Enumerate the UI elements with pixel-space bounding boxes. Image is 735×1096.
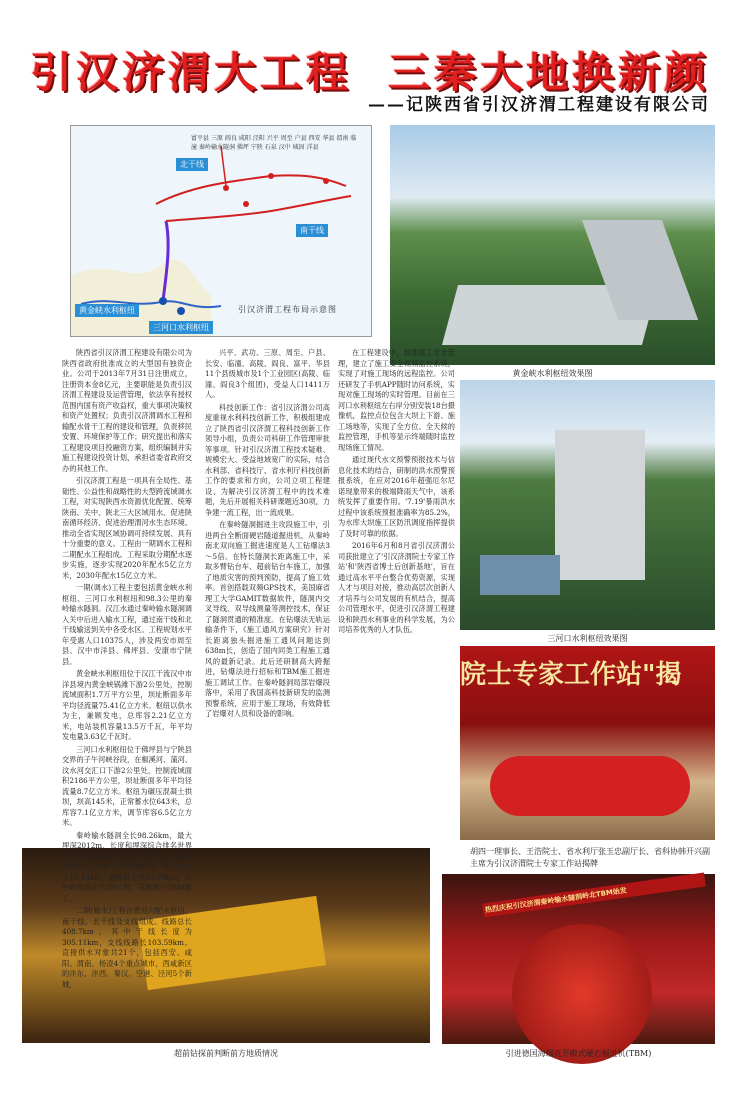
paragraph: 2016年6月和8月省引汉济渭公司获批建立了'引汉济渭院士专家工作站'和'陕西省博士后创新基地'，旨在通过高水平平台整合优势资源，实现人才与项目对接，推动高层次创新人才培养与公司发展的有机结合，提高公司管理水平，促进引汉济渭工程建设和陕西水利事业的科学发展，为公司培养优秀的人才队伍。: [338, 541, 455, 634]
huangjinxia-label: 黄金峡水利枢纽: [75, 304, 139, 317]
paragraph: 一期(调水)工程主要包括黄金峡水利枢纽、三河口水利枢纽和98.3公里的秦岭输水隧洞。汉江水通过秦岭输水隧洞调入关中后进入输水工程，通过南干线和北干线输送到关中各受水区。工程规划水平年受惠人口10375人，涉及两安市周至县、汉中市洋县、佛坪县、安康市宁陕县。: [62, 583, 192, 666]
paragraph: 科技创新工作：省引汉济渭公司高度重视水利科技创新工作，积极组建成立了陕西省引汉济渭工程科技创新工作领导小组，负责公司科研工作管理审批等事项。针对引汉济渭工程技术疑难、规模宏大、受益地域宽广的实际，结合水利部、省科技厅、省水利厅科技创新工作的要求和方向，公司立项工程建设、为解决引汉济渭工程中的技术难题，先后开展相关科研课题近30项，力争建一流工程，出一流成果。: [205, 402, 330, 517]
place: 秦岭输水隧洞: [198, 144, 235, 151]
place: 户县: [294, 135, 307, 142]
ceremony-caption: 胡四一理事长、王浩院士、省水利厅张玉忠副厅长、省科协韩开兴副主席为引汉济渭院士专家工作站揭牌: [470, 847, 710, 868]
article-column-2: [205, 348, 330, 840]
place: 三原: [210, 135, 223, 142]
paragraph: 三河口水利枢纽位于佛坪县与宁陕县交界的子午河峡谷段，在椒溪河、蒲河、汶水河交汇口下游2公里处，控制流域面积2186平方公里，坝址断面多年平均径流量8.7亿立方米。枢纽为碾压混凝土拱坝，坝高145米，正常蓄水位643米，总库容7.1亿立方米，调节库容6.5亿立方米。: [62, 744, 192, 827]
map-places: [191, 134, 361, 152]
tbm-caption: 引进德国海瑞克开敞式硬岩掘进机(TBM): [505, 1049, 652, 1058]
place: 洋县: [306, 144, 319, 151]
ceremony-banner: 院士专家工作站"揭: [460, 660, 682, 690]
ceremony-photo: [460, 646, 715, 840]
place: 佛坪: [236, 144, 249, 151]
tbm-photo: [442, 874, 715, 1044]
paragraph: 兴平、武功、三原、周至、户县、长安、临潼、高陵、阎良、富平、华县11个县级城市及1个工业园区(高陵、临潼、阎良3个组团)，受益人口1411万人。: [205, 348, 330, 399]
sanhekou-caption: 三河口水利枢纽效果图: [547, 634, 628, 643]
place: 华县: [322, 135, 335, 142]
tbm-banner: 热烈庆祝引汉济渭秦岭输水隧洞岭北TBM始发: [482, 872, 706, 917]
paragraph: 引汉济渭工程是一项具有全局性、基础性、公益性和战略性的大型跨流域调水工程，对实现陕西水资源优化配置、统筹陕南、关中、陕北三大区域用水、促进陕南循环经济、促进治理渭河水生态环境、推动全省实现区域协调可持续发展、具有十分重要的意义。工程由一期调水工程和二期配水工程组成。工程采取分期配水逐步实施，逐步实现2020年配水5亿立方米，2030年配水15亿立方米。: [62, 476, 192, 580]
map-caption: 引汉济渭工程布局示意图: [238, 305, 337, 314]
place: 周至: [280, 135, 293, 142]
paragraph: 在秦岭隧洞掘进主攻段施工中，引进两台全断面硬岩隧道掘进机，从秦岭南北双向施工掘进速度是人工钻爆法3～5倍。在特长隧洞长距离施工中，采取多臂钻台车、超前钻台车施工，加强了地质灾害的预判预防，提高了施工效率。首创搭载双频GPS技术，美国麻省理工大学GAMIT数据软件，隧洞内交叉导线、双导线测量等测控技术，保证了隧洞贯通的精准度。在钻爆法无轨运输条件下，《施工通风方案研究》针对长距离独头掘进施工通风问题达到638m长，创造了国内同类工程施工通风的最新记录。此后还研制高大跨掘进，钻爆法进行招标和TBM施工掘进施工调试工作。在秦岭隧洞局部岩爆段落中，采用了我国高科技新研发的监测预警系统，应用于施工现场，有效降低了岩爆对人员和设备的影响。: [205, 520, 330, 718]
place: 渭南: [336, 135, 349, 142]
paragraph: 二期(输水)工程由黄池沟配水枢纽、南干线、北干线及支线组成。线路总长408.7km，其中干线长度为305.11km，支线线路长103.59km。直接供水对象共21个，包括西安、咸阳、渭南、杨凌4个重点城市，西咸新区的沣东、沣西、秦汉、空港、泾河5个新城，: [62, 906, 192, 989]
place: 汉中: [278, 144, 291, 151]
paragraph: 秦岭输水隧洞全长98.26km，最大埋深2012m，长度和埋深综合排名世界第一。隧洞设计流量70m³/s，纵坡1/2500，分黄三段和越岭段，黄三段全长16.48km；越岭段全长81.78km，其中岭脊段长约39公里，采用两台TBM施工。: [62, 830, 192, 903]
north-line-label: 北干线: [176, 158, 208, 171]
place: 咸阳: [238, 135, 251, 142]
place: 阎良: [224, 135, 237, 142]
paragraph: 在工程建设中，加强施工安全管理，建立了施工安全视频监控系统，实现了对施工现场的远程监控。公司还研发了手机APP随时访问系统，实现对施工现场的实时管理。目前在三河口水利枢纽左右岸分别安装18台摄像机，监控点位包含大坝上下游、施工场地等，实现了全方位、全天候的监控管理，手机等显示终端随时监控现场施工情况。: [338, 348, 455, 452]
place: 临潼: [191, 135, 357, 151]
huangjinxia-caption: 黄金峡水利枢纽效果图: [512, 369, 593, 378]
paragraph: 黄金峡水利枢纽位于汉江干流汉中市洋县境内黄金峡锅滩下游2公里处，控制流域面积1.7万平方公里，坝址断面多年平均径流量75.41亿立方米。枢纽以供水为主，兼顾发电，总库容2.21亿立方米，电站装机容量13.5万千瓦，年平均发电量3.63亿千瓦时。: [62, 669, 192, 741]
paragraph: 陕西省引汉济渭工程建设有限公司为陕西省政府批准成立的大型国有独资企业。公司于2013年7月31日注册成立，注册资本金8亿元，主要职能是负责引汉济渭工程建设及运营管理，依法享有授权范围内国有资产收益权，重大事项决策权和资产处置权；负责引汉济渭调水工程和输配水骨干工程的建设和管理，负责移民安置、环境保护等工作；研究提出和落实工程建设项目投融资方案，组织编制并实施工程建设投资计划，承担省委省政府交办的其他工作。: [62, 348, 192, 473]
place: 富平县: [191, 135, 210, 142]
place: 西安: [308, 135, 321, 142]
place: 泾阳: [252, 135, 265, 142]
subtitle: ——记陕西省引汉济渭工程建设有限公司: [368, 95, 710, 115]
headline-right: 三秦大地换新颜: [387, 48, 710, 97]
article-column-3: [338, 348, 455, 840]
place: 石泉: [264, 144, 277, 151]
article-column-1: [62, 348, 192, 989]
headline-left: 引汉济渭大工程: [30, 48, 353, 97]
sanhekou-label: 三河口水利枢纽: [149, 321, 213, 334]
place: 宁陕: [250, 144, 263, 151]
south-line-label: 南干线: [296, 224, 328, 237]
sanhekou-photo: [460, 380, 715, 630]
place: 兴平: [266, 135, 279, 142]
place: 城固: [292, 144, 305, 151]
tunnel-drill-caption: 超前钻探前判断前方地质情况: [174, 1049, 278, 1058]
huangjinxia-photo: [390, 125, 715, 365]
paragraph: 通过现代水文预警预报技术与信息化技术的结合，研制的洪水预警预报系统，在应对2016年超强厄尔尼诺现象带来的极端降雨天气中，该系统发挥了重要作用。'7.19'暴雨洪水过程中该系统预报准确率为85.2%，为水库大坝施工区防汛调度指挥提供了及时可靠的依据。: [338, 455, 455, 538]
